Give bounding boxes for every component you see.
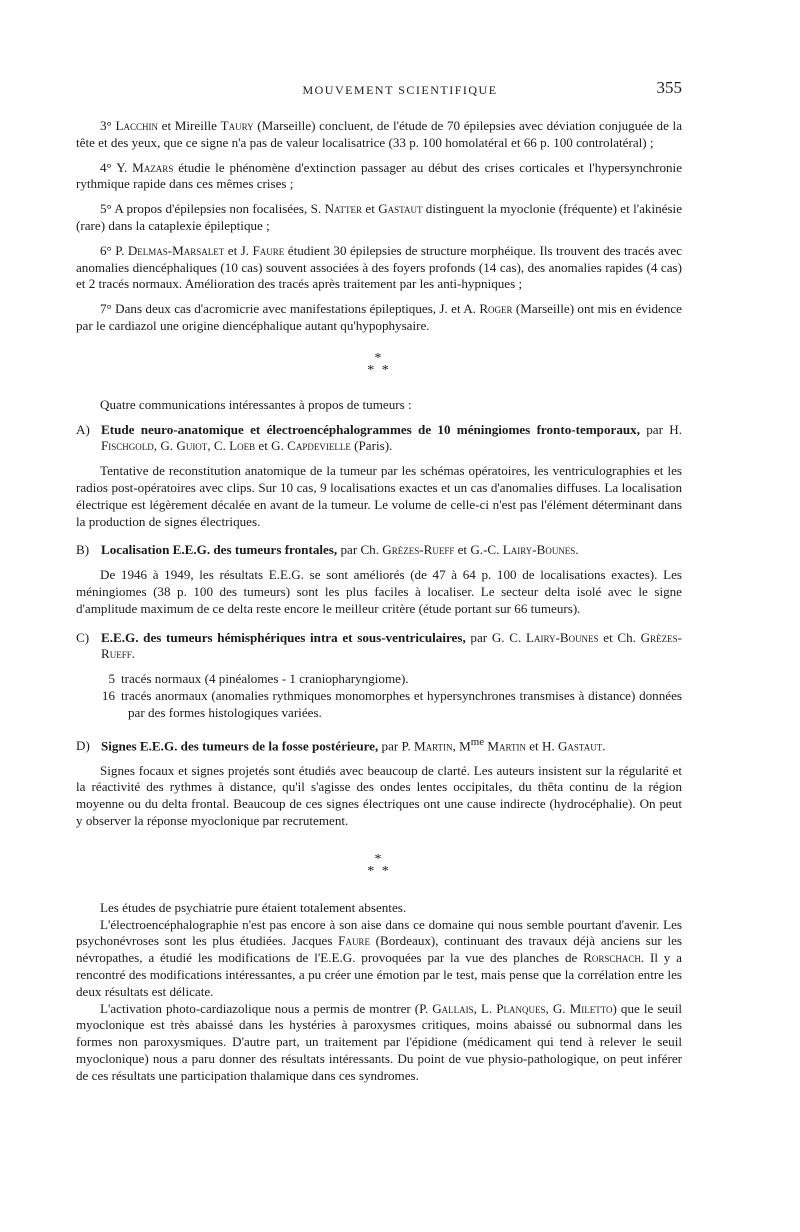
author-name: Taury bbox=[220, 118, 254, 133]
item-title: Etude neuro-anatomique et électroencéphalogrammes de 10 méningiomes fronto-temporaux, bbox=[101, 421, 640, 437]
asterism-bottom: * * bbox=[367, 362, 391, 378]
paragraph-number: 4° Y. bbox=[100, 159, 133, 175]
author-name: Faure bbox=[252, 242, 285, 258]
author-name: Gastaut. bbox=[557, 737, 606, 753]
paragraph-7 bbox=[76, 301, 682, 335]
text-run: distinguent la myoclonie (fréquente) et l'akinésie (rare) dans la cataplexie épileptique ; bbox=[76, 201, 683, 233]
text-run: et G.-C. bbox=[454, 542, 503, 558]
item-b-body: De 1946 à 1949, les résultats E.E.G. se sont améliorés (de 47 à 64 p. 100 de localisations exactes). Les méningiomes (38 p. 100 des tumeurs) sont les plus faciles à localiser. Le secteur delta isolé avec le signe d'amplitude maximum de ce delta reste encore le meilleur critère (étude portant sur 66 tumeurs). bbox=[76, 567, 682, 616]
item-letter: A) bbox=[76, 421, 90, 437]
paragraph-4 bbox=[76, 160, 682, 194]
author-name: Lacchin bbox=[115, 118, 158, 133]
text-run: , M bbox=[452, 737, 471, 753]
page-header bbox=[0, 78, 800, 102]
item-letter: C) bbox=[76, 629, 90, 645]
text-run: , G. bbox=[153, 438, 177, 454]
text-run: par H. bbox=[639, 421, 682, 437]
text-run: étudie le phénomène d'extinction passager au début des crises corticales et l'hypersynchronie rythmique rapide dans ces mêmes crises ; bbox=[76, 159, 683, 192]
author-name: Miletto bbox=[569, 1000, 613, 1016]
section-asterism bbox=[76, 350, 682, 378]
text-run: L'électroencéphalographie n'est pas encore à son aise dans ce domaine qui nous semble pourtant d'avenir. Les psychonévroses sont les plus étudiées. Jacques bbox=[76, 916, 682, 949]
author-name: Grèzes-Rueff bbox=[382, 542, 455, 558]
item-c-line-1 bbox=[76, 671, 682, 688]
author-name: Delmas-Marsalet bbox=[127, 242, 225, 258]
author-name: Lairy-Bounes. bbox=[502, 542, 579, 558]
superscript: me bbox=[470, 735, 485, 748]
text-run: (Paris). bbox=[350, 438, 393, 454]
author-name: Gastaut bbox=[378, 201, 423, 217]
text-run: et Mireille bbox=[157, 118, 221, 133]
text-run: , C. bbox=[207, 438, 230, 454]
author-name: Planques bbox=[496, 1000, 546, 1016]
asterism-top: * bbox=[374, 350, 384, 366]
author-name: Mazars bbox=[132, 159, 174, 175]
author-name: Fischgold bbox=[101, 438, 154, 454]
psychiatry-intro: Les études de psychiatrie pure étaient totalement absentes. bbox=[100, 899, 407, 915]
tumeurs-intro: Quatre communications intéressantes à propos de tumeurs : bbox=[100, 396, 412, 412]
psychiatry-paragraph-2 bbox=[76, 1001, 682, 1085]
text-run: L'activation photo-cardiazolique nous a permis de montrer (P. bbox=[100, 1000, 433, 1016]
text-run: , G. bbox=[545, 1000, 570, 1016]
item-d-heading bbox=[76, 734, 682, 755]
text-run: (Bordeaux), continuant des travaux déjà anciens sur les névropathes, a étudié les modifications de l'E.E.G. provoquées par la vue des planches de bbox=[76, 933, 682, 966]
author-name: Lairy-Bounes bbox=[525, 629, 599, 645]
running-title: MOUVEMENT SCIENTIFIQUE bbox=[302, 83, 498, 97]
item-title: Signes E.E.G. des tumeurs de la fosse postérieure, bbox=[101, 737, 379, 753]
text-run: (Marseille) ont mis en évidence par le cardiazol une origine diencéphalique autant qu'hypophysaire. bbox=[76, 301, 682, 333]
author-name: Guiot bbox=[176, 438, 208, 454]
item-c-heading bbox=[76, 630, 682, 664]
text-run: Il y a rencontré des modifications intéressantes, a pu créer une émotion par le test, mais pense que la corrélation entre les deux résultats est délicate. bbox=[76, 950, 682, 999]
psychiatry-paragraph-1 bbox=[76, 917, 682, 1001]
list-number: 16 bbox=[101, 687, 115, 703]
asterism-top: * bbox=[374, 851, 384, 867]
text-run: (Marseille) concluent, de l'étude de 70 épilepsies avec déviation conjuguée de la tête et des yeux, que ce signe n'a pas de valeur localisatrice (33 p. 100 homolatéral et 66 p. 100 controlatéral) ; bbox=[76, 118, 682, 150]
text-run: et G. bbox=[255, 438, 288, 454]
text-run: et Ch. bbox=[598, 629, 641, 645]
asterism-bottom: * * bbox=[367, 863, 391, 879]
text-run: par G. C. bbox=[465, 629, 526, 645]
text-run: et bbox=[362, 201, 379, 217]
author-name: Martin bbox=[413, 737, 453, 753]
item-a-body: Tentative de reconstitution anatomique de la tumeur par les schémas opératoires, les ventriculographies et les radios post-opératoires avec clips. Sur 10 cas, 9 localisations exactes et un cas d'anomalies diffuses. La localisation électrique est légèrement décalée en avant de la tumeur. Le volume de celle-ci n'est pas l'élément déterminant dans la production de signes électriques. bbox=[76, 463, 682, 529]
text-run: et J. bbox=[224, 242, 253, 258]
item-a-heading bbox=[76, 422, 682, 456]
item-title: Localisation E.E.G. des tumeurs frontales, bbox=[101, 542, 338, 558]
item-d-body: Signes focaux et signes projetés sont étudiés avec beaucoup de clarté. Les auteurs insistent sur la régularité et la réactivité des rythmes à distance, qu'il s'agisse des ondes lentes occipitales, du thêta continu de la région moyenne ou du delta frontal. Beaucoup de ces signes électriques ont une cause indirecte (hydrocéphalie). On peut y observer la réponse myoclonique par recrutement. bbox=[76, 762, 682, 829]
paragraph-5 bbox=[76, 201, 682, 235]
text-run: étudient 30 épilepsies de structure morphéique. Ils trouvent des tracés avec anomalies diencéphaliques (10 cas) souvent associées à des foyers profonds (14 cas), des anomalies rapides (4 cas) et 2 tracés normaux. Amélioration des tracés après traitement par les anti-hypniques ; bbox=[76, 242, 683, 292]
author-name: Capdevielle bbox=[287, 438, 351, 454]
page-body bbox=[76, 118, 682, 1085]
author-name: Natter bbox=[324, 201, 363, 217]
text-run: ) que le seuil myoclonique est très abaissé dans les hystéries à paroxysmes critiques, moins abaissé ou subnormal dans les formes non paroxysmiques. D'autre part, un traitement par l'épidione (médicament qui tend à relever le seuil myoclonique) nous a paru donner des résultats intéressants. Du point de vue physio-pathologique, on peut inférer de ces résultats une participation thalamique dans ces syndromes. bbox=[76, 1000, 683, 1083]
author-name: Roger bbox=[479, 301, 513, 317]
text-run: et H. bbox=[525, 737, 558, 753]
item-c-line-2 bbox=[76, 688, 682, 722]
text-run: par Ch. bbox=[337, 542, 383, 558]
paragraph-6 bbox=[76, 243, 682, 293]
page-number: 355 bbox=[656, 78, 682, 97]
item-letter: D) bbox=[76, 737, 90, 753]
item-b-heading bbox=[76, 542, 682, 559]
text-run: tracés normaux (4 pinéalomes - 1 craniopharyngiome). bbox=[121, 671, 409, 687]
list-number: 5 bbox=[108, 671, 115, 687]
section-asterism bbox=[76, 851, 682, 879]
paragraph-number: 3° bbox=[100, 118, 112, 133]
author-name: Martin bbox=[487, 737, 526, 753]
author-name: Loeb bbox=[229, 438, 256, 454]
paragraph-3 bbox=[76, 118, 682, 152]
item-letter: B) bbox=[76, 542, 90, 558]
author-name: Grèzes-Rueff. bbox=[101, 629, 682, 662]
author-name: Faure bbox=[338, 933, 370, 949]
text-run: , L. bbox=[473, 1000, 497, 1016]
text-run: 5° A propos d'épilepsies non focalisées, S. bbox=[100, 201, 325, 217]
item-title: E.E.G. des tumeurs hémisphériques intra et sous-ventriculaires, bbox=[101, 629, 466, 645]
text-run: par P. bbox=[378, 737, 414, 753]
text-run: tracés anormaux (anomalies rythmiques monomorphes et hypersynchrones transmises à distance) données par des formes histologiques variées. bbox=[121, 687, 682, 720]
text-run: 7° Dans deux cas d'acromicrie avec manifestations épileptiques, J. et A. bbox=[100, 301, 480, 317]
author-name: Gallais bbox=[432, 1000, 474, 1016]
text-run: 6° P. bbox=[100, 242, 128, 258]
author-name: Rorschach. bbox=[583, 950, 645, 966]
